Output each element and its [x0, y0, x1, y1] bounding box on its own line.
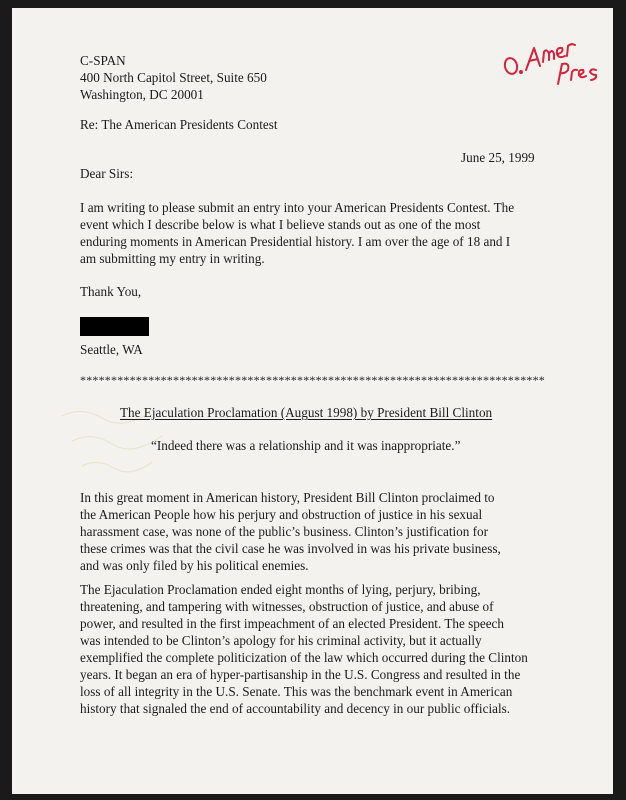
intro-line: enduring moments in American Presidential history. I am over the age of 18 and I: [80, 234, 511, 249]
paragraph-line: threatening, and tampering with witnesses, obstruction of justice, and abuse of: [80, 599, 494, 614]
address-line-3: Washington, DC 20001: [80, 87, 204, 102]
letter-page: [12, 8, 613, 794]
address-line-2: 400 North Capitol Street, Suite 650: [80, 70, 267, 85]
subject-line: Re: The American Presidents Contest: [80, 117, 278, 132]
essay-quote: “Indeed there was a relationship and it was inappropriate.”: [151, 438, 461, 453]
paragraph-line: these crimes was that the civil case he was involved in was his private business,: [80, 541, 501, 556]
separator-line: ***************************************************************************: [80, 373, 545, 387]
handwritten-note-mark: [496, 26, 606, 86]
paragraph-line: years. It began an era of hyper-partisanship in the U.S. Congress and resulted in the: [80, 667, 521, 682]
salutation: Dear Sirs:: [80, 166, 134, 181]
paragraph-line: power, and resulted in the first impeachment of an elected President. The speech: [80, 616, 505, 631]
intro-paragraph: [80, 199, 514, 267]
letter-date: June 25, 1999: [461, 150, 535, 165]
paragraph-line: harassment case, was none of the public’s business. Clinton’s justification for: [80, 524, 489, 539]
paragraph-line: exemplified the complete politicization of the law which occurred during the Clinton: [80, 650, 528, 665]
handwritten-annotation: [496, 26, 606, 86]
intro-line: I am writing to please submit an entry into your American Presidents Contest. The: [80, 200, 515, 215]
paragraph-line: the American People how his perjury and obstruction of justice in his sexual: [80, 507, 483, 522]
address-line-1: C-SPAN: [80, 53, 126, 68]
paragraph-line: The Ejaculation Proclamation ended eight months of lying, perjury, bribing,: [80, 582, 481, 597]
essay-paragraph-1: [80, 489, 501, 574]
essay-paragraph-2: [80, 581, 528, 717]
intro-line: am submitting my entry in writing.: [80, 251, 265, 266]
paragraph-line: In this great moment in American history, President Bill Clinton proclaimed to: [80, 490, 495, 505]
sender-city: Seattle, WA: [80, 342, 143, 357]
redacted-signature: [80, 317, 149, 336]
paragraph-line: history that signaled the end of accountability and decency in our public officials.: [80, 701, 511, 716]
paragraph-line: was intended to be Clinton’s apology for his criminal activity, but it actually: [80, 633, 482, 648]
paragraph-line: loss of all integrity in the U.S. Senate. This was the benchmark event in American: [80, 684, 513, 699]
essay-title: The Ejaculation Proclamation (August 1998) by President Bill Clinton: [120, 405, 493, 420]
paragraph-line: and was only filed by his political enemies.: [80, 558, 309, 573]
recipient-address: [80, 52, 267, 103]
closing: Thank You,: [80, 284, 142, 299]
intro-line: event which I describe below is what I believe stands out as one of the most: [80, 217, 481, 232]
